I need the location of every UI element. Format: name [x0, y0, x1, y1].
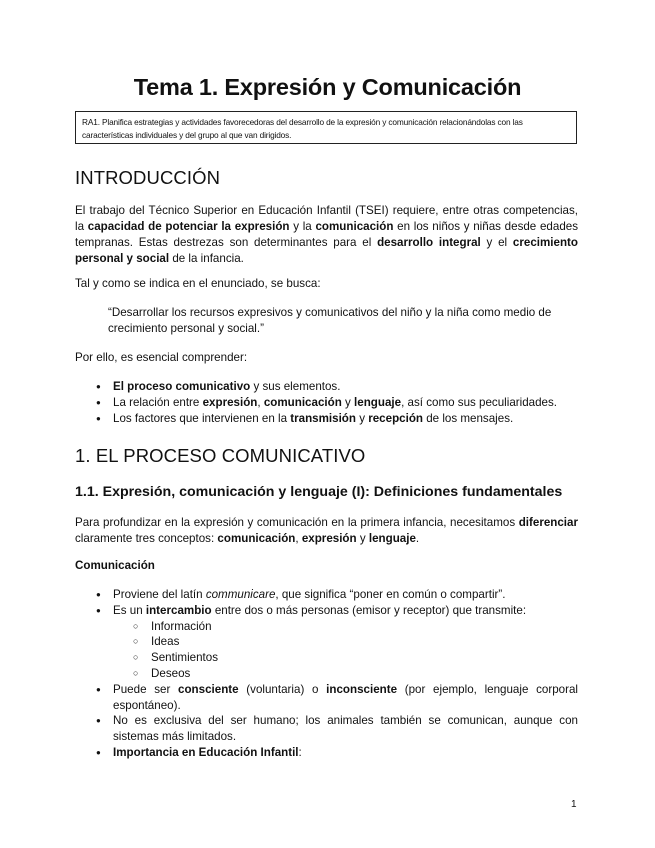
- page-number: 1: [571, 799, 577, 810]
- comunicacion-label: Comunicación: [75, 559, 155, 572]
- list-item: ● Importancia en Educación Infantil:: [95, 745, 578, 761]
- section-1-heading: 1. EL PROCESO COMUNICATIVO: [75, 445, 366, 466]
- intro-quote: “Desarrollar los recursos expresivos y comunicativos del niño y la niña como medio de crecimiento personal y social.”: [108, 306, 552, 335]
- sub-list-item: ○ Información: [133, 619, 578, 635]
- intro-bullet-list: [95, 379, 578, 426]
- comunicacion-bullet-list: [95, 587, 578, 761]
- intro-paragraph-2: Tal y como se indica en el enunciado, se busca:: [75, 277, 321, 290]
- list-item-text: Es un intercambio entre dos o más personas (emisor y receptor) que transmite:: [113, 603, 527, 617]
- list-item: ● Proviene del latín communicare, que significa “poner en común o compartir”.: [95, 587, 578, 603]
- intro-paragraph-1: El trabajo del Técnico Superior en Educación Infantil (TSEI) requiere, entre otras competencias, la capacidad de potenciar la expresión y la comunicación en los niños y niñas desde edades tempranas. Estas destrezas son determinantes para el desarrollo integral y el crecimiento personal y social de la infancia.: [75, 204, 579, 265]
- sub-list-item: ○ Deseos: [133, 666, 578, 682]
- intro-paragraph-3: Por ello, es esencial comprender:: [75, 351, 248, 364]
- list-item: ● No es exclusiva del ser humano; los animales también se comunican, aunque con sistemas más limitados.: [95, 713, 578, 745]
- list-item: [95, 603, 578, 682]
- list-item: ● Puede ser consciente (voluntaria) o inconsciente (por ejemplo, lenguaje corporal espontáneo).: [95, 682, 578, 714]
- section-1-1-subheading: 1.1. Expresión, comunicación y lenguaje (I): Definiciones fundamentales: [75, 484, 563, 500]
- list-item: ● El proceso comunicativo y sus elementos.: [95, 379, 578, 395]
- sub-list-item: ○ Ideas: [133, 634, 578, 650]
- sub-list-item: ○ Sentimientos: [133, 650, 578, 666]
- page-title: Tema 1. Expresión y Comunicación: [133, 74, 522, 100]
- list-item: ● Los factores que intervienen en la transmisión y recepción de los mensajes.: [95, 411, 578, 427]
- learning-outcome-box: RA1. Planifica estrategias y actividades favorecedoras del desarrollo de la expresión y comunicación relacionándolas con las características individuales y del grupo al que van dirigidos.: [75, 111, 577, 144]
- list-item: ● La relación entre expresión, comunicación y lenguaje, así como sus peculiaridades.: [95, 395, 578, 411]
- intro-heading: INTRODUCCIÓN: [75, 167, 221, 188]
- sub-list: [113, 619, 578, 682]
- section-1-paragraph: Para profundizar en la expresión y comunicación en la primera infancia, necesitamos diferenciar claramente tres conceptos: comunicación, expresión y lenguaje.: [75, 516, 578, 545]
